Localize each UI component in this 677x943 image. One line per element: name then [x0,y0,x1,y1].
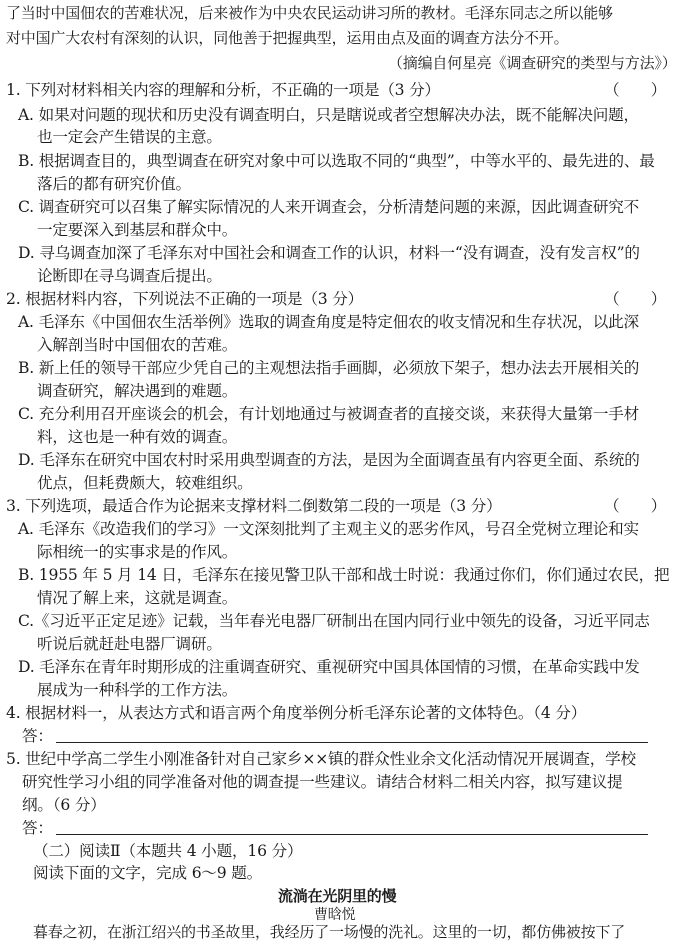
article-author: 曹晗悦 [314,907,356,923]
q2-stem: 2. 根据材料内容，下列说法不正确的一项是（3 分） [6,290,363,308]
q1-option-c: C. 调查研究可以召集了解实际情况的人来开调查会，分析清楚问题的来源，因此调查研究不 [18,198,640,216]
article-first-line: 暮春之初，在浙江绍兴的书圣故里，我经历了一场慢的洗礼。这里的一切，都仿佛被按下了 [33,923,626,941]
passage-citation: （摘编自何星亮《调查研究的类型与方法》） [388,54,677,72]
q4-stem: 4. 根据材料一，从表达方式和语言两个角度举例分析毛泽东论著的文体特色。（4 分） [6,704,587,722]
answer-bracket: （ ） [604,81,667,99]
q5-stem: 5. 世纪中学高二学生小刚准备针对自己家乡××镇的群众性业余文化活动情况开展调查，学校 [6,750,636,768]
passage-line: 对中国广大农村有深刻的认识，同他善于把握典型，运用由点及面的调查方法分不开。 [6,29,569,47]
q2-option-b-cont: 调查研究，解决遇到的难题。 [37,382,238,400]
q1-option-d-cont: 论断即在寻乌调查后提出。 [37,267,222,285]
q2-option-c: C. 充分利用召开座谈会的机会，有计划地通过与被调查者的直接交谈，来获得大量第一手材 [18,405,640,423]
q2-option-b: B. 新上任的领导干部应少凭自己的主观想法指手画脚，必须放下架子，想办法去开展相关的 [18,359,640,377]
q1-option-c-cont: 一定要深入到基层和群众中。 [37,221,238,239]
q2-option-d: D. 毛泽东在研究中国农村时采用典型调查的方法，是因为全面调查虽有内容更全面、系统的 [18,451,640,469]
answer-bracket: （ ） [604,290,667,308]
q4-answer-label: 答： [22,727,53,745]
q3-option-d: D. 毛泽东在青年时期形成的注重调查研究、重视研究中国具体国情的习惯，在革命实践中发 [18,658,640,676]
answer-bracket: （ ） [604,497,667,515]
q3-option-a: A. 毛泽东《改造我们的学习》一文深刻批判了主观主义的恶劣作风，号召全党树立理论和实 [18,520,639,538]
q3-stem: 3. 下列选项，最适合作为论据来支撑材料二倒数第二段的一项是（3 分） [6,497,502,515]
q2-option-a-cont: 入解剖当时中国佃农的苦难。 [37,336,238,354]
q3-option-c-cont: 听说后就赶赴电器厂调研。 [37,635,222,653]
section-instruction: 阅读下面的文字，完成 6～9 题。 [33,864,263,882]
q3-option-b: B. 1955 年 5 月 14 日，毛泽东在接见警卫队干部和战士时说：我通过你们，你们通过农民，把 [18,566,670,584]
q2-option-d-cont: 优点，但耗费颇大，较难组织。 [37,474,253,492]
q1-option-a: A. 如果对问题的现状和历史没有调查明白，只是瞎说或者空想解决办法，既不能解决问题， [18,106,639,124]
q5-answer-line[interactable] [56,834,648,835]
q1-stem: 1. 下列对材料相关内容的理解和分析，不正确的一项是（3 分） [6,81,440,99]
passage-line: 了当时中国佃农的苦难状况，后来被作为中央农民运动讲习所的教材。毛泽东同志之所以能够 [6,4,613,22]
q4-answer-line[interactable] [56,742,648,743]
q5-stem-cont: 纲。（6 分） [22,796,106,814]
q1-option-a-cont: 也一定会产生错误的主意。 [37,128,222,146]
q1-option-d: D. 寻乌调查加深了毛泽东对中国社会和调查工作的认识，材料一“没有调查，没有发言权”的 [18,244,640,262]
q3-option-d-cont: 展成为一种科学的工作方法。 [37,681,238,699]
q3-option-c: C.《习近平正定足迹》记载，当年春光电器厂研制出在国内同行业中领先的设备，习近平同志 [18,612,650,630]
q1-option-b-cont: 落后的都有研究价值。 [37,175,191,193]
q2-option-c-cont: 料，这也是一种有效的调查。 [37,428,238,446]
q5-answer-label: 答： [22,819,53,837]
q3-option-a-cont: 际相统一的实事求是的作风。 [37,543,238,561]
q2-option-a: A. 毛泽东《中国佃农生活举例》选取的调查角度是特定佃农的收支情况和生存状况，以此深 [18,313,639,331]
section-header: （二）阅读Ⅱ（本题共 4 小题，16 分） [33,842,303,860]
q5-stem-cont: 研究性学习小组的同学准备对他的调查提一些建议。请结合材料二相关内容，拟写建议提 [22,773,623,791]
q1-option-b: B. 根据调查目的，典型调查在研究对象中可以选取不同的“典型”，中等水平的、最先进的、最 [18,152,655,170]
q3-option-b-cont: 情况了解上来，这就是调查。 [37,589,238,607]
article-title: 流淌在光阴里的慢 [278,887,397,905]
